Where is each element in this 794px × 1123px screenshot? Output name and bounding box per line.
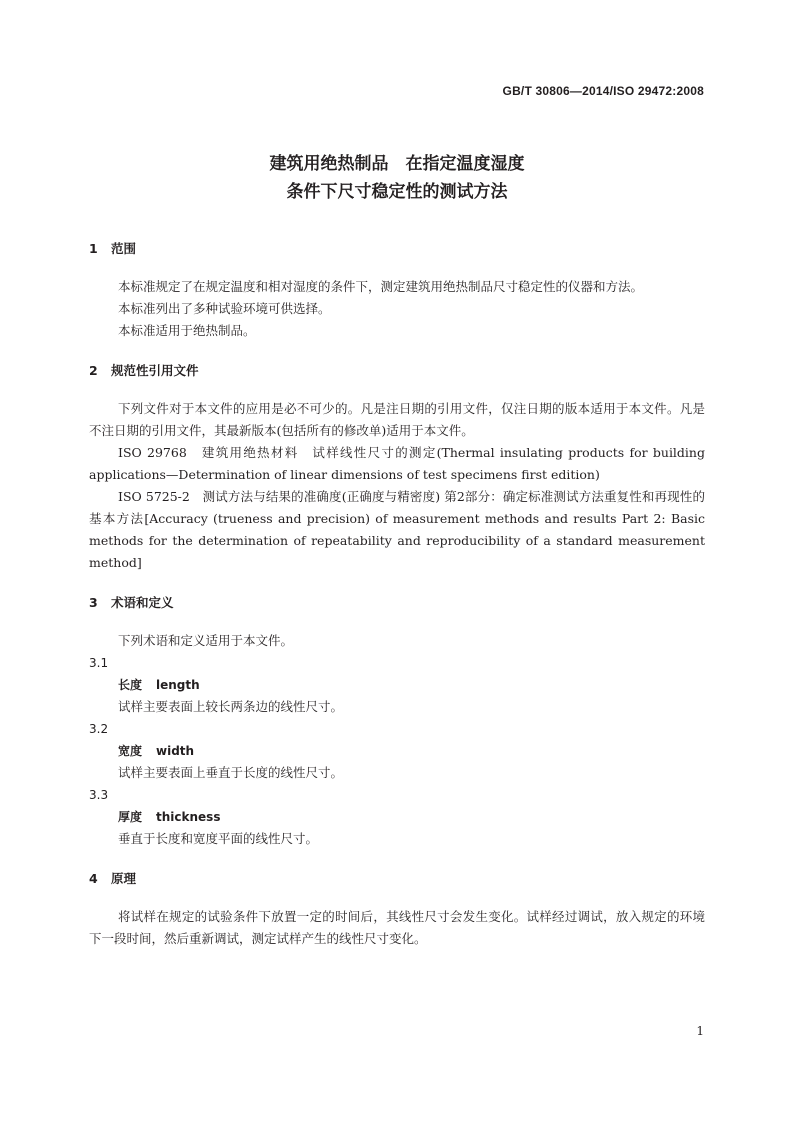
paragraph: 将试样在规定的试验条件下放置一定的时间后，其线性尺寸会发生变化。试样经过调试，放入规定的环境下一段时间，然后重新调试，测定试样产生的线性尺寸变化。 (89, 909, 705, 946)
term-zh: 宽度 (118, 744, 143, 758)
reference-entry: ISO 29768 建筑用绝热材料 试样线性尺寸的测定(Thermal insulating products for building applications—Determination of linear dimensions of test specimens first edition) (89, 445, 705, 482)
term-zh: 厚度 (118, 810, 143, 824)
term-entry (89, 674, 705, 696)
section-title: 规范性引用文件 (111, 363, 199, 378)
term-number: 3.2 (89, 722, 109, 736)
title-line-2: 条件下尺寸稳定性的测试方法 (286, 182, 508, 202)
section-title: 术语和定义 (111, 595, 174, 610)
paragraph: 本标准列出了多种试验环境可供选择。 (118, 301, 331, 316)
term-definition: 试样主要表面上较长两条边的线性尺寸。 (118, 699, 344, 714)
term-entry (89, 740, 705, 762)
paragraph: 下列文件对于本文件的应用是必不可少的。凡是注日期的引用文件，仅注日期的版本适用于本文件。凡是不注日期的引用文件，其最新版本(包括所有的修改单)适用于本文件。 (89, 401, 705, 438)
document-body (89, 238, 705, 950)
paragraph: 本标准规定了在规定温度和相对湿度的条件下，测定建筑用绝热制品尺寸稳定性的仪器和方法。 (118, 279, 644, 294)
section-title: 范围 (111, 241, 137, 256)
section-number: 1 (89, 241, 98, 256)
term-number: 3.3 (89, 788, 109, 802)
section-number: 3 (89, 595, 98, 610)
section-number: 4 (89, 871, 98, 886)
standard-code: GB/T 30806—2014/ISO 29472:2008 (502, 84, 704, 98)
section-title: 原理 (111, 871, 137, 886)
term-entry (89, 806, 705, 828)
page-number: 1 (696, 1024, 704, 1038)
reference-entry: ISO 5725-2 测试方法与结果的准确度(正确度与精密度) 第2部分：确定标准测试方法重复性和再现性的基本方法[Accuracy (trueness and precision) of measurement methods and results Part 2: Basic methods for the determination of repeatability and reproducibility of a standard measurement method] (89, 489, 705, 570)
term-number: 3.1 (89, 656, 109, 670)
term-definition: 试样主要表面上垂直于长度的线性尺寸。 (118, 765, 344, 780)
section-number: 2 (89, 363, 98, 378)
term-zh: 长度 (118, 678, 143, 692)
section-heading-scope (89, 238, 705, 260)
title-line-1: 建筑用绝热制品 在指定温度湿度 (269, 154, 525, 174)
term-en: width (156, 744, 195, 758)
paragraph: 本标准适用于绝热制品。 (118, 323, 256, 338)
term-en: length (156, 678, 200, 692)
section-heading-principle (89, 868, 705, 890)
term-en: thickness (156, 810, 221, 824)
section-heading-terms (89, 592, 705, 614)
document-title (0, 150, 794, 206)
paragraph: 下列术语和定义适用于本文件。 (118, 633, 294, 648)
section-heading-normative-references (89, 360, 705, 382)
term-definition: 垂直于长度和宽度平面的线性尺寸。 (118, 831, 319, 846)
